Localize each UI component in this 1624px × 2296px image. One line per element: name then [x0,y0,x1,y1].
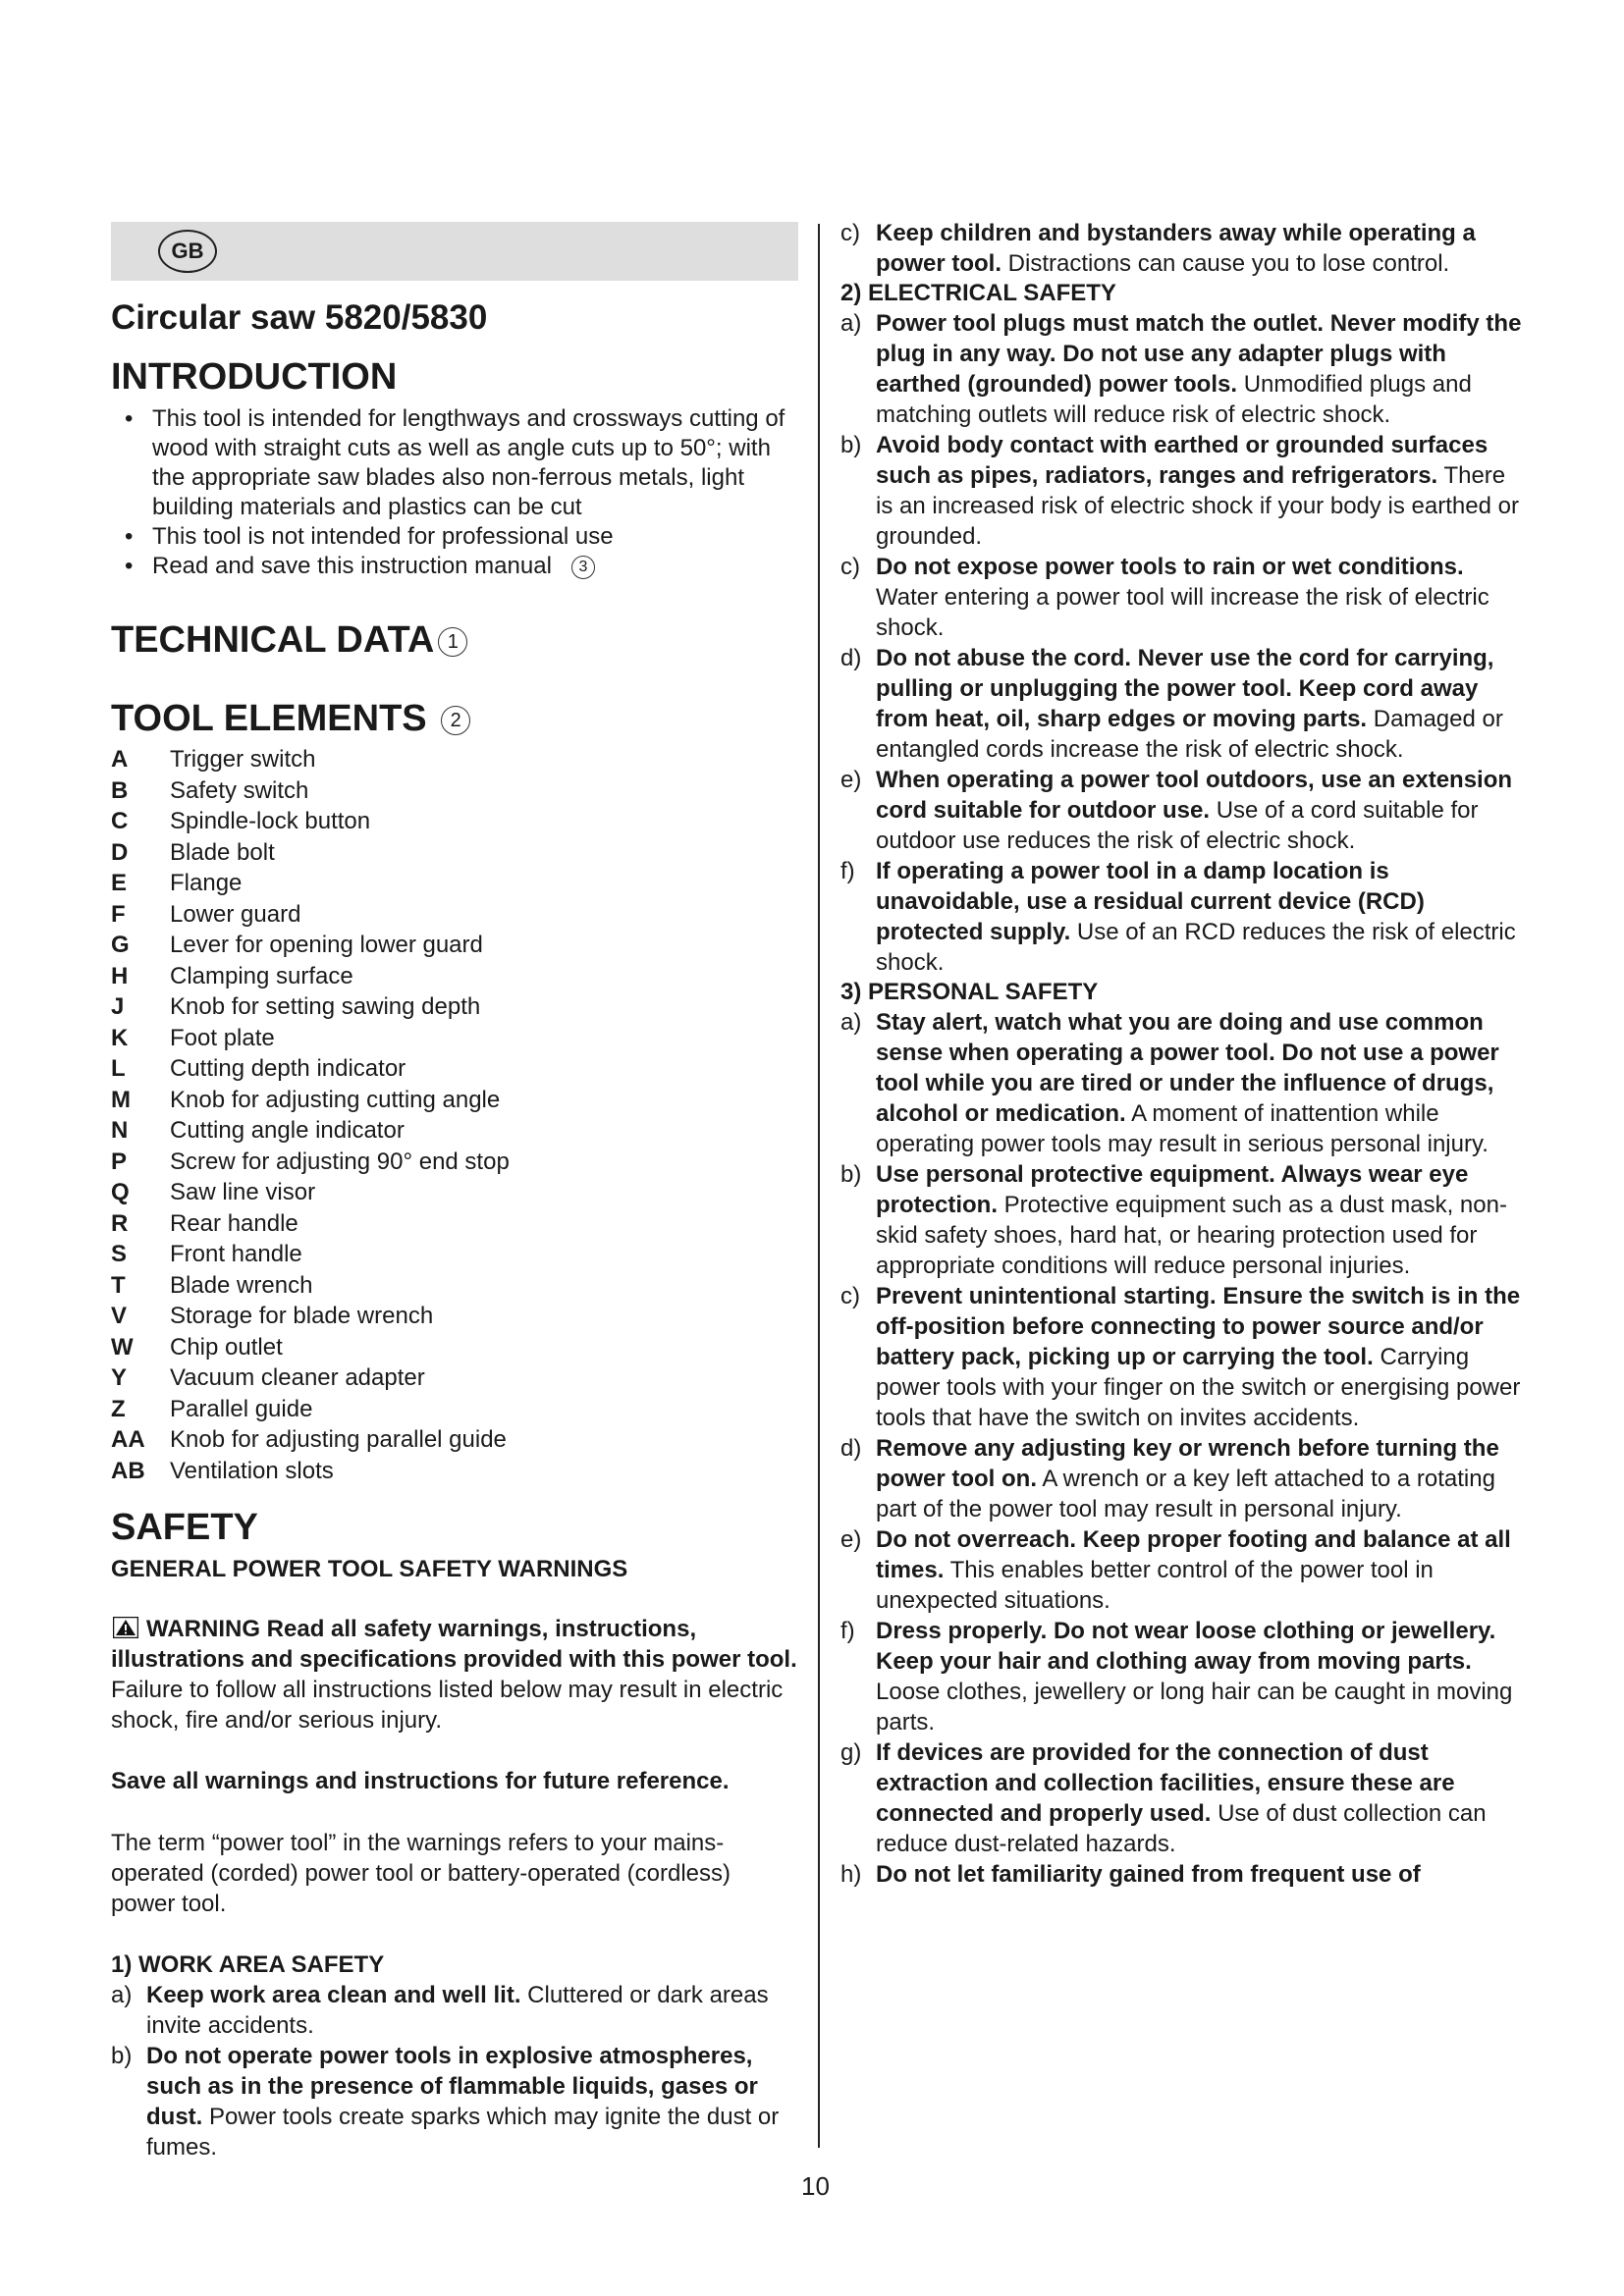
tool-element-key: G [111,932,130,958]
electrical-item-e [840,765,1528,856]
tool-element-row [111,1023,798,1054]
tool-element-row [111,868,798,899]
tool-element-label: Cutting angle indicator [170,1117,405,1144]
electrical-item-d [840,643,1528,765]
item-bold: Do not overreach. Keep proper footing and balance at all times. [876,1526,1511,1583]
electrical-item-a [840,308,1528,430]
item-marker: d) [840,645,862,671]
tool-element-key: W [111,1333,134,1361]
item-marker: b) [840,1161,862,1188]
item-text: Cluttered or dark areas invite accidents. [146,1982,769,2039]
personal-item-f [840,1616,1528,1737]
warning-bold: WARNING Read all safety warnings, instructions, illustrations and specifications provided with this power tool. [111,1616,797,1673]
tool-element-label: Blade bolt [170,838,275,866]
tool-element-key: AB [111,1457,145,1484]
tool-element-key: F [111,900,126,928]
item-bold: Do not abuse the cord. Never use the cord for carrying, pulling or unplugging the power tool. Keep cord away from heat, oil, sharp edges or moving parts. [876,645,1494,732]
tool-element-label: Chip outlet [170,1333,283,1361]
introduction-list [111,404,798,581]
tool-element-row [111,1115,798,1147]
tool-element-label: Safety switch [170,776,309,804]
tool-element-key: H [111,962,129,989]
item-bold: If operating a power tool in a damp location is unavoidable, use a residual current device (RCD) protected supply. [876,858,1425,945]
tool-element-label: Knob for adjusting parallel guide [170,1426,507,1453]
figure-ref-3-icon: 3 [571,556,595,579]
item-marker: b) [111,2043,133,2069]
tool-element-key: N [111,1117,129,1144]
tool-element-row [111,1301,798,1332]
item-marker: e) [840,1526,862,1553]
intro-bullet-text: Read and save this instruction manual [152,553,552,579]
electrical-item-b [840,430,1528,552]
item-text: Carrying power tools with your finger on the switch or energising power tools that have the switch on invites accidents. [876,1344,1521,1431]
item-text: Power tools create sparks which may ignite the dust or fumes. [146,2104,780,2161]
tool-element-label: Saw line visor [170,1179,316,1205]
document-title: Circular saw 5820/5830 [111,298,488,337]
tool-element-row [111,1270,798,1302]
item-bold: Keep work area clean and well lit. [146,1982,521,2008]
tool-element-label: Lever for opening lower guard [170,932,483,958]
item-marker: f) [840,858,855,884]
tool-element-row [111,991,798,1023]
introduction-heading: INTRODUCTION [111,356,398,398]
tool-element-key: V [111,1303,128,1329]
electrical-item-c [840,552,1528,643]
item-marker: g) [840,1739,862,1766]
item-text: Unmodified plugs and matching outlets will reduce risk of electric shock. [876,371,1472,428]
personal-item-d [840,1433,1528,1524]
tool-element-key: L [111,1055,126,1082]
work-area-item-b [111,2041,798,2163]
item-text: Use of an RCD reduces the risk of electric shock. [876,919,1516,976]
tool-element-label: Knob for adjusting cutting angle [170,1086,501,1113]
tool-element-row [111,1456,798,1487]
item-text: Water entering a power tool will increase the risk of electric shock. [876,584,1489,641]
tool-element-label: Rear handle [170,1209,298,1237]
item-marker: c) [840,554,860,580]
item-text: A moment of inattention while operating power tools may result in serious personal injury. [876,1100,1489,1157]
tool-element-row [111,961,798,992]
personal-item-b [840,1159,1528,1281]
item-marker: f) [840,1618,855,1644]
personal-item-c [840,1281,1528,1433]
tool-elements-list [111,744,798,1486]
tool-element-label: Knob for setting sawing depth [170,993,481,1020]
electrical-heading: 2) ELECTRICAL SAFETY [840,280,1116,306]
tool-element-key: K [111,1024,129,1051]
tool-element-row [111,1239,798,1270]
tool-element-key: Y [111,1364,128,1391]
left-column [111,222,798,2163]
item-text: Use of a cord suitable for outdoor use reduces the risk of electric shock. [876,797,1479,854]
work-area-heading: 1) WORK AREA SAFETY [111,1951,385,1978]
tool-element-key: B [111,776,129,804]
item-text: Loose clothes, jewellery or long hair can be caught in moving parts. [876,1679,1513,1735]
item-bold: Stay alert, watch what you are doing and use common sense when operating a power tool. Do not use a power tool while you are tired or under the influence of drugs, alcohol or medication. [876,1009,1499,1127]
item-bold: Prevent unintentional starting. Ensure the switch is in the off-position before connecting to power source and/or battery pack, picking up or carrying the tool. [876,1283,1521,1370]
item-bold: Keep children and bystanders away while operating a power tool. [876,220,1476,277]
tool-element-row [111,775,798,807]
tool-element-key: E [111,870,128,896]
item-bold: Do not let familiarity gained from frequent use of [876,1861,1421,1888]
technical-data-heading-text: TECHNICAL DATA [111,619,435,661]
general-warnings-heading: GENERAL POWER TOOL SAFETY WARNINGS [111,1556,628,1582]
tool-element-key: S [111,1241,128,1267]
intro-bullet [111,552,798,581]
tool-element-row [111,1147,798,1178]
personal-item-a [840,1007,1528,1159]
personal-item-e [840,1524,1528,1616]
tool-element-key: R [111,1209,129,1237]
item-bold: Dress properly. Do not wear loose clothing or jewellery. Keep your hair and clothing away from moving parts. [876,1618,1496,1675]
item-text: A wrench or a key left attached to a rotating part of the power tool may result in personal injury. [876,1466,1495,1522]
column-divider [818,224,820,2148]
tool-element-key: M [111,1086,131,1113]
tool-element-row [111,1053,798,1085]
item-marker: a) [111,1982,133,2008]
item-bold: Power tool plugs must match the outlet. Never modify the plug in any way. Do not use any adapter plugs with earthed (grounded) power tools. [876,310,1522,398]
item-marker: e) [840,767,862,793]
tool-element-label: Clamping surface [170,962,353,989]
tool-element-key: AA [111,1426,145,1453]
figure-ref-1-icon: 1 [438,627,467,657]
tool-element-label: Vacuum cleaner adapter [170,1364,425,1391]
personal-item-g [840,1737,1528,1859]
tool-element-label: Spindle-lock button [170,808,371,834]
item-marker: b) [840,432,862,458]
item-text: This enables better control of the power tool in unexpected situations. [876,1557,1434,1614]
tool-element-label: Parallel guide [170,1395,313,1422]
warning-triangle-icon [113,1617,138,1638]
item-marker: a) [840,310,862,337]
tool-element-label: Ventilation slots [170,1457,334,1484]
item-bold: When operating a power tool outdoors, use an extension cord suitable for outdoor use. [876,767,1513,824]
tool-element-row [111,1394,798,1425]
electrical-item-f [840,856,1528,978]
item-bold: Use personal protective equipment. Always wear eye protection. [876,1161,1469,1218]
warning-text: Failure to follow all instructions listed below may result in electric shock, fire and/or serious injury. [111,1677,784,1734]
tool-element-row [111,1424,798,1456]
warning-paragraph [111,1614,798,1735]
work-area-item-a [111,1980,798,2041]
item-text: Use of dust collection can reduce dust-related hazards. [876,1800,1487,1857]
tool-element-key: J [111,993,125,1020]
tool-element-row [111,1362,798,1394]
tool-element-key: D [111,838,129,866]
tool-element-row [111,930,798,961]
tool-element-label: Front handle [170,1241,302,1267]
tool-element-label: Cutting depth indicator [170,1055,406,1082]
tool-element-key: P [111,1148,128,1175]
tool-element-key: T [111,1271,126,1299]
tool-elements-heading [111,697,798,740]
right-column [840,218,1528,1890]
personal-heading: 3) PERSONAL SAFETY [840,979,1099,1005]
language-badge: GB [158,230,217,273]
tool-element-label: Storage for blade wrench [170,1303,434,1329]
item-marker: c) [840,1283,860,1309]
tool-element-label: Lower guard [170,900,301,928]
item-bold: Do not expose power tools to rain or wet conditions. [876,554,1464,580]
intro-bullet: • This tool is intended for lengthways and crossways cutting of wood with straight cuts as well as angle cuts up to 50°; with the appropriate saw blades also non-ferrous metals, light building materials and plastics can be cut [111,404,798,522]
tool-elements-heading-text: TOOL ELEMENTS [111,698,427,739]
tool-element-key: A [111,746,129,773]
tool-element-row [111,1085,798,1116]
intro-bullet: • This tool is not intended for professional use [111,522,798,552]
item-bold: If devices are provided for the connection of dust extraction and collection facilities, ensure these are connected and properly used. [876,1739,1455,1827]
work-area-item-c [840,218,1528,279]
item-marker: c) [840,220,860,246]
item-text: Protective equipment such as a dust mask, non-skid safety shoes, hard hat, or hearing protection used for appropriate conditions will reduce personal injuries. [876,1192,1507,1279]
item-bold: Do not operate power tools in explosive atmospheres, such as in the presence of flammable liquids, gases or dust. [146,2043,758,2130]
personal-item-h [840,1859,1528,1890]
power-tool-term: The term “power tool” in the warnings refers to your mains-operated (corded) power tool or battery-operated (cordless) power tool. [111,1830,731,1917]
tool-element-row [111,1208,798,1240]
tool-element-row [111,744,798,775]
tool-element-row [111,806,798,837]
item-marker: d) [840,1435,862,1462]
item-marker: h) [840,1861,862,1888]
safety-heading: SAFETY [111,1507,258,1548]
tool-element-label: Trigger switch [170,746,316,773]
tool-element-label: Foot plate [170,1024,275,1051]
item-bold: Remove any adjusting key or wrench before turning the power tool on. [876,1435,1499,1492]
language-bar [111,222,798,281]
tool-element-row [111,899,798,931]
tool-element-key: C [111,808,129,834]
technical-data-heading [111,618,798,662]
tool-element-label: Blade wrench [170,1271,313,1299]
item-text: There is an increased risk of electric shock if your body is earthed or grounded. [876,462,1519,550]
tool-element-label: Flange [170,870,243,896]
tool-element-row [111,837,798,869]
page-number: 10 [801,2171,830,2201]
item-marker: a) [840,1009,862,1036]
tool-element-key: Q [111,1179,130,1205]
tool-element-key: Z [111,1395,126,1422]
save-instructions: Save all warnings and instructions for future reference. [111,1768,730,1794]
tool-element-row [111,1332,798,1363]
item-text: Distractions can cause you to lose control. [1007,250,1450,277]
item-bold: Avoid body contact with earthed or grounded surfaces such as pipes, radiators, ranges and refrigerators. [876,432,1489,489]
tool-element-row [111,1177,798,1208]
tool-element-label: Screw for adjusting 90° end stop [170,1148,510,1175]
figure-ref-2-icon: 2 [441,706,470,735]
item-text: Damaged or entangled cords increase the risk of electric shock. [876,706,1503,763]
